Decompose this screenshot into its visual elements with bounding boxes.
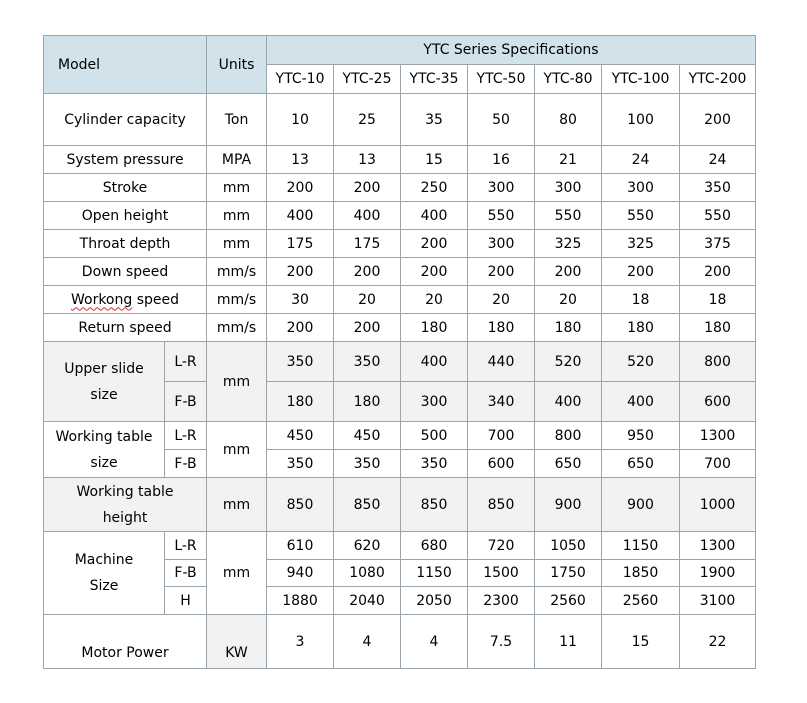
row-label-working-speed [44,286,207,314]
spec-value: 720 [468,532,535,560]
spec-value: 400 [267,202,334,230]
spec-value: 850 [401,478,468,532]
spec-value: 2300 [468,587,535,615]
row-label-line: Working table [76,483,174,500]
spec-value: 350 [334,342,401,382]
spec-value: 180 [535,314,602,342]
header-model: Model [44,36,207,94]
row-label-upper-slide-size [44,342,165,422]
row-label-down-speed: Down speed [44,258,207,286]
spec-value: 13 [334,146,401,174]
spec-value: 300 [535,174,602,202]
spec-value: 300 [401,382,468,422]
spec-value: 16 [468,146,535,174]
spec-value: 1080 [334,560,401,587]
spec-value: 650 [602,450,680,478]
spec-value: 350 [267,450,334,478]
row-label-line: size [90,454,118,471]
spec-value: 180 [267,382,334,422]
spec-value: 1300 [680,532,756,560]
spec-value: 4 [334,615,401,669]
model-name: YTC-100 [602,65,680,94]
spec-value: 1880 [267,587,334,615]
spec-value: 3100 [680,587,756,615]
spec-value: 500 [401,422,468,450]
spec-value: 1850 [602,560,680,587]
spec-value: 800 [535,422,602,450]
spec-value: 2040 [334,587,401,615]
spec-value: 900 [602,478,680,532]
spec-value: 600 [680,382,756,422]
row-unit: mm/s [207,286,267,314]
row-unit: mm [207,202,267,230]
model-name: YTC-25 [334,65,401,94]
spec-value: 18 [680,286,756,314]
spec-value: 200 [267,174,334,202]
spec-value: 400 [334,202,401,230]
spec-value: 250 [401,174,468,202]
spec-value: 200 [334,314,401,342]
sub-label-lr: L-R [165,342,207,382]
spec-value: 350 [334,450,401,478]
spec-value: 24 [602,146,680,174]
spec-value: 20 [468,286,535,314]
spec-value: 375 [680,230,756,258]
sub-label-fb: F-B [165,382,207,422]
row-unit: mm [207,342,267,422]
spec-value: 300 [468,230,535,258]
misspelled-word: Workong [70,291,133,308]
spec-value: 520 [602,342,680,382]
model-name: YTC-10 [267,65,334,94]
row-unit: KW [207,615,267,669]
spec-value: 550 [535,202,602,230]
spec-value: 2560 [602,587,680,615]
row-unit: mm [207,532,267,615]
model-name: YTC-80 [535,65,602,94]
spec-value: 200 [535,258,602,286]
spec-value: 2560 [535,587,602,615]
spec-value: 300 [468,174,535,202]
spec-value: 180 [334,382,401,422]
spec-value: 200 [267,314,334,342]
row-label-cylinder-capacity: Cylinder capacity [44,94,207,146]
spec-value: 1150 [401,560,468,587]
spec-value: 4 [401,615,468,669]
spec-value: 1000 [680,478,756,532]
row-unit: mm [207,230,267,258]
row-label-stroke: Stroke [44,174,207,202]
spec-value: 20 [535,286,602,314]
spec-value: 400 [602,382,680,422]
spec-value: 550 [680,202,756,230]
sub-label-h: H [165,587,207,615]
spec-value: 18 [602,286,680,314]
row-label-open-height: Open height [44,202,207,230]
row-label-throat-depth: Throat depth [44,230,207,258]
spec-value: 175 [334,230,401,258]
row-label-machine-size [44,532,165,615]
spec-value: 22 [680,615,756,669]
spec-value: 200 [334,174,401,202]
model-name: YTC-35 [401,65,468,94]
spec-value: 50 [468,94,535,146]
row-label-line: Machine [74,552,134,568]
spec-value: 550 [602,202,680,230]
spec-value: 180 [680,314,756,342]
row-unit: mm [207,478,267,532]
spec-value: 950 [602,422,680,450]
spec-value: 24 [680,146,756,174]
spec-value: 3 [267,615,334,669]
row-label-line: Upper slide [64,360,144,377]
spec-value: 7.5 [468,615,535,669]
row-label-working-table-height [44,478,207,532]
spec-value: 620 [334,532,401,560]
spec-value: 325 [535,230,602,258]
spec-value: 180 [602,314,680,342]
sub-label-lr: L-R [165,532,207,560]
sub-label-lr: L-R [165,422,207,450]
row-label-motor-power: Motor Power [44,615,207,669]
spec-value: 800 [680,342,756,382]
spec-value: 1150 [602,532,680,560]
row-label-return-speed: Return speed [44,314,207,342]
spec-value: 340 [468,382,535,422]
spec-value: 400 [401,202,468,230]
spec-value: 1500 [468,560,535,587]
row-label-line: Working table [55,428,153,445]
spec-value: 700 [680,450,756,478]
spec-value: 610 [267,532,334,560]
sub-label-fb: F-B [165,560,207,587]
model-name: YTC-50 [468,65,535,94]
spec-value: 350 [267,342,334,382]
spec-value: 650 [535,450,602,478]
spec-value: 180 [468,314,535,342]
spec-value: 450 [267,422,334,450]
spec-value: 180 [401,314,468,342]
spec-value: 200 [267,258,334,286]
spec-value: 1750 [535,560,602,587]
spec-value: 400 [535,382,602,422]
spec-value: 35 [401,94,468,146]
spec-value: 20 [401,286,468,314]
spec-value: 850 [267,478,334,532]
spec-value: 15 [401,146,468,174]
spec-value: 1900 [680,560,756,587]
row-label-working-table-size [44,422,165,478]
spec-value: 325 [602,230,680,258]
spec-value: 11 [535,615,602,669]
row-unit: mm [207,174,267,202]
spec-value: 450 [334,422,401,450]
row-label-line: size [90,386,118,403]
spec-value: 200 [602,258,680,286]
spec-value: 25 [334,94,401,146]
spec-value: 200 [468,258,535,286]
spec-value: 30 [267,286,334,314]
spec-value: 10 [267,94,334,146]
spec-value: 300 [602,174,680,202]
spec-value: 700 [468,422,535,450]
spec-value: 440 [468,342,535,382]
spec-value: 520 [535,342,602,382]
spec-value: 900 [535,478,602,532]
spec-value: 400 [401,342,468,382]
spec-value: 940 [267,560,334,587]
spec-value: 200 [680,258,756,286]
spec-value: 200 [334,258,401,286]
spec-value: 200 [401,258,468,286]
spec-value: 200 [680,94,756,146]
spec-value: 1050 [535,532,602,560]
row-label-line: height [102,509,148,526]
row-unit: Ton [207,94,267,146]
spec-value: 350 [680,174,756,202]
spec-table [43,35,756,669]
spec-value: 350 [401,450,468,478]
row-unit: mm/s [207,314,267,342]
sub-label-fb: F-B [165,450,207,478]
spec-value: 2050 [401,587,468,615]
spec-value: 175 [267,230,334,258]
spec-value: 850 [468,478,535,532]
spec-value: 21 [535,146,602,174]
spec-value: 1300 [680,422,756,450]
spec-value: 200 [401,230,468,258]
model-name: YTC-200 [680,65,756,94]
spec-value: 100 [602,94,680,146]
spec-value: 550 [468,202,535,230]
spec-value: 80 [535,94,602,146]
spec-value: 20 [334,286,401,314]
row-unit: MPA [207,146,267,174]
spec-value: 680 [401,532,468,560]
row-unit: mm/s [207,258,267,286]
row-label-system-pressure: System pressure [44,146,207,174]
header-units: Units [207,36,267,94]
spec-value: 850 [334,478,401,532]
row-label-suffix: speed [132,291,180,308]
row-unit: mm [207,422,267,478]
spec-value: 13 [267,146,334,174]
spec-value: 15 [602,615,680,669]
header-series-title: YTC Series Specifications [267,36,756,65]
spec-value: 600 [468,450,535,478]
row-label-line: Size [89,578,119,594]
